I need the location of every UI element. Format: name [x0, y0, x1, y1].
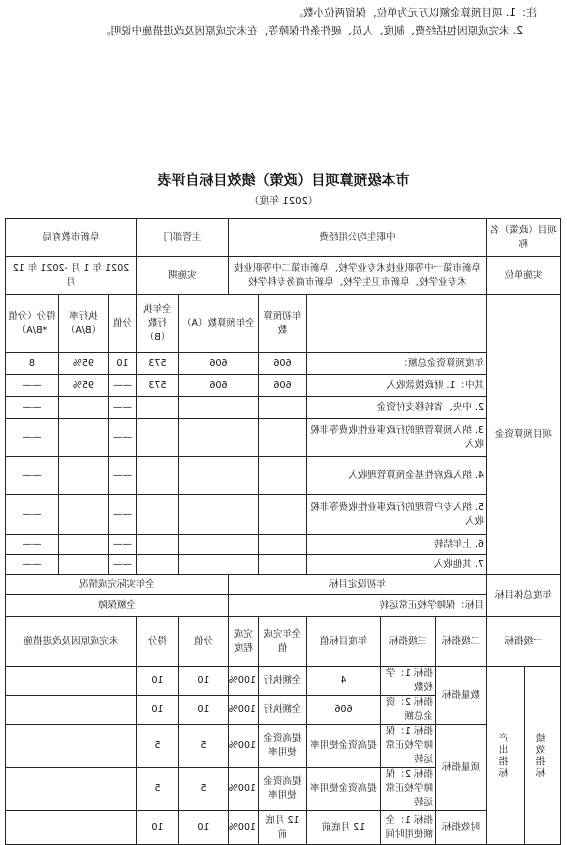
funds-row-label: 5. 纳入专户管理的行政事业性收费等非税收入	[306, 495, 486, 535]
funds-row	[5, 495, 560, 535]
funds-cell-executed	[136, 457, 178, 495]
funds-cell-executed	[136, 555, 178, 575]
indicator-third: 指标 1：全额使用时间	[380, 811, 435, 845]
indicator-got: 10	[136, 667, 178, 696]
indicator-reason	[5, 768, 136, 811]
indicator-score: 5	[178, 768, 228, 811]
indicator-actual: 提高资金使用率	[258, 768, 306, 811]
funds-row-label: 4. 纳入政府性基金预算管理收入	[306, 457, 486, 495]
funds-row	[5, 419, 560, 457]
funds-row-label: 3. 纳入预算管理的行政事业性收费等非税收入	[306, 419, 486, 457]
funds-cell-rate	[58, 535, 108, 555]
funds-header-score: 分值	[108, 295, 136, 353]
funds-cell-annual	[178, 495, 258, 535]
funds-cell-rate	[58, 397, 108, 419]
note-line-1: 注：1. 项目预算金额以万元为单位，保留两位小数。	[292, 7, 537, 19]
row-overall-header	[5, 575, 560, 595]
funds-row-label: 年度预算资金总额：	[306, 353, 486, 375]
indicator-degree: 100%	[228, 811, 258, 845]
funds-cell-annual: 606	[178, 353, 258, 375]
ind-header-level2: 二级指标	[435, 617, 486, 667]
funds-cell-annual	[178, 535, 258, 555]
page-title: 市本级预算项目（政策）绩效目标自评表	[157, 173, 410, 189]
indicator-reason	[5, 811, 136, 845]
funds-row	[5, 555, 560, 575]
period-value: 2021 年 1 月 -2021 年 12 月	[5, 257, 136, 295]
indicator-actual: 12 月底前	[258, 811, 306, 845]
funds-cell-score: 10	[108, 353, 136, 375]
funds-cell-got: ——	[5, 397, 58, 419]
indicator-degree: 100%	[228, 696, 258, 725]
funds-cell-score: ——	[108, 397, 136, 419]
indicator-reason	[5, 696, 136, 725]
indicator-target: 606	[306, 696, 380, 725]
indicator-got: 10	[136, 811, 178, 845]
indicator-third: 指标 2：保障学校正常运转	[380, 768, 435, 811]
funds-cell-rate: 95%	[58, 353, 108, 375]
funds-cell-score: ——	[108, 555, 136, 575]
funds-cell-initial	[258, 495, 306, 535]
indicator-degree: 100%	[228, 768, 258, 811]
indicator-got: 5	[136, 768, 178, 811]
funds-row	[5, 457, 560, 495]
indicator-actual: 全额执行	[258, 667, 306, 696]
dept-label: 主管部门	[136, 219, 228, 257]
funds-header-executed: 全年执行数（B）	[136, 295, 178, 353]
funds-label-header	[306, 295, 486, 353]
funds-cell-rate	[58, 495, 108, 535]
indicator-group-quantity: 数量指标	[435, 667, 486, 725]
ind-header-level3: 三级指标	[380, 617, 435, 667]
period-label: 实施期	[136, 257, 228, 295]
funds-cell-initial: 606	[258, 375, 306, 397]
funds-cell-annual	[178, 457, 258, 495]
funds-cell-got: ——	[5, 535, 58, 555]
overall-target-header: 年初设定目标	[228, 575, 486, 595]
indicator-third: 指标 2：资金总额	[380, 696, 435, 725]
ind-header-level1: 一级指标	[486, 617, 560, 667]
funds-section-label: 项目预算资金	[486, 295, 560, 575]
indicator-score: 10	[178, 696, 228, 725]
funds-cell-executed	[136, 419, 178, 457]
indicator-target: 提高资金使用率	[306, 768, 380, 811]
indicator-third: 指标 1：保障学校正常运转	[380, 725, 435, 768]
row-impl-unit	[5, 257, 560, 295]
funds-row	[5, 397, 560, 419]
funds-row	[5, 535, 560, 555]
indicator-score: 10	[178, 667, 228, 696]
indicator-target: 提高资金使用率	[306, 725, 380, 768]
funds-header-annual: 全年预算数（A）	[178, 295, 258, 353]
perf-indicator-label: 绩效指标	[525, 667, 561, 845]
indicator-reason	[5, 725, 136, 768]
impl-unit-label: 实施单位	[486, 257, 560, 295]
funds-row-label: 2. 中央、省转移支付资金	[306, 397, 486, 419]
ind-header-degree: 完成程度	[228, 617, 258, 667]
funds-cell-annual: 606	[178, 375, 258, 397]
indicator-row	[5, 725, 560, 768]
funds-cell-rate	[58, 419, 108, 457]
overall-section-label: 年度总体目标	[486, 575, 560, 617]
funds-cell-executed: 573	[136, 375, 178, 397]
funds-cell-initial: 606	[258, 353, 306, 375]
indicator-actual: 全额执行	[258, 696, 306, 725]
funds-cell-executed	[136, 495, 178, 535]
indicator-row	[5, 667, 560, 696]
indicator-score: 5	[178, 725, 228, 768]
ind-header-target: 年度目标值	[306, 617, 380, 667]
indicator-actual: 提高资金使用率	[258, 725, 306, 768]
row-overall-values	[5, 595, 560, 617]
funds-cell-rate: 95%	[58, 375, 108, 397]
indicator-target: 12 月底前	[306, 811, 380, 845]
note-line-2: 2. 未完成原因包括经费、制度、人员、硬件条件保障等，在未完成原因及改进措施中说明。	[100, 25, 523, 37]
funds-row	[5, 353, 560, 375]
funds-cell-score: ——	[108, 495, 136, 535]
output-indicator-label: 产出指标	[486, 667, 524, 845]
funds-cell-initial	[258, 397, 306, 419]
indicator-degree: 100%	[228, 725, 258, 768]
ind-header-score: 分值	[178, 617, 228, 667]
ind-header-got: 得分	[136, 617, 178, 667]
indicator-third: 指标 1：学校数	[380, 667, 435, 696]
indicator-row	[5, 811, 560, 845]
funds-cell-executed	[136, 535, 178, 555]
funds-header-got: 得分（分值*B/A）	[5, 295, 58, 353]
page-subtitle: （2021 年度）	[249, 196, 318, 207]
funds-cell-got: ——	[5, 495, 58, 535]
ind-header-actual: 全年完成值	[258, 617, 306, 667]
funds-cell-score: ——	[108, 535, 136, 555]
indicator-target: 4	[306, 667, 380, 696]
funds-header-initial: 年初预算数	[258, 295, 306, 353]
funds-cell-got: ——	[5, 375, 58, 397]
row-funds-header	[5, 295, 560, 353]
impl-unit-value: 阜新市第一中等职业技术专业学校、阜新市第二中等职业技术专业学校、阜新市卫生学校、阜新市商务专科学校	[228, 257, 486, 295]
overall-actual-header: 全年实际完成情况	[5, 575, 228, 595]
funds-cell-executed	[136, 397, 178, 419]
row-project-name	[5, 219, 560, 257]
indicator-degree: 100%	[228, 667, 258, 696]
funds-cell-initial	[258, 419, 306, 457]
overall-actual-value: 全额保障	[5, 595, 228, 617]
funds-cell-executed: 573	[136, 353, 178, 375]
funds-cell-rate	[58, 555, 108, 575]
project-name-label: 项目（政策）名称	[486, 219, 560, 257]
funds-cell-annual	[178, 555, 258, 575]
funds-cell-score: ——	[108, 457, 136, 495]
evaluation-table	[5, 218, 561, 845]
funds-cell-initial	[258, 555, 306, 575]
indicator-score: 10	[178, 811, 228, 845]
row-indicator-header	[5, 617, 560, 667]
funds-cell-got: ——	[5, 555, 58, 575]
ind-header-reason: 未完成原因及改进措施	[5, 617, 136, 667]
indicator-group-quality: 质量指标	[435, 725, 486, 811]
funds-cell-annual	[178, 419, 258, 457]
indicator-reason	[5, 667, 136, 696]
funds-cell-initial	[258, 457, 306, 495]
funds-cell-got: ——	[5, 457, 58, 495]
funds-cell-rate	[58, 457, 108, 495]
indicator-got: 10	[136, 696, 178, 725]
funds-cell-got: ——	[5, 419, 58, 457]
funds-cell-initial	[258, 535, 306, 555]
funds-cell-score: ——	[108, 419, 136, 457]
funds-row	[5, 375, 560, 397]
indicator-group-timeliness: 时效指标	[435, 811, 486, 845]
funds-cell-score: ——	[108, 375, 136, 397]
indicator-got: 5	[136, 725, 178, 768]
funds-header-rate: 执行率（B/A）	[58, 295, 108, 353]
funds-row-label: 7. 其他收入	[306, 555, 486, 575]
funds-cell-got: 8	[5, 353, 58, 375]
project-name-value: 中职生均公用经费	[228, 219, 486, 257]
dept-value: 阜新市教育局	[5, 219, 136, 257]
funds-row-label: 其中：1. 财政拨款收入	[306, 375, 486, 397]
overall-target-value: 目标：保障学校正常运转	[228, 595, 486, 617]
funds-row-label: 6. 上年结转	[306, 535, 486, 555]
funds-cell-annual	[178, 397, 258, 419]
